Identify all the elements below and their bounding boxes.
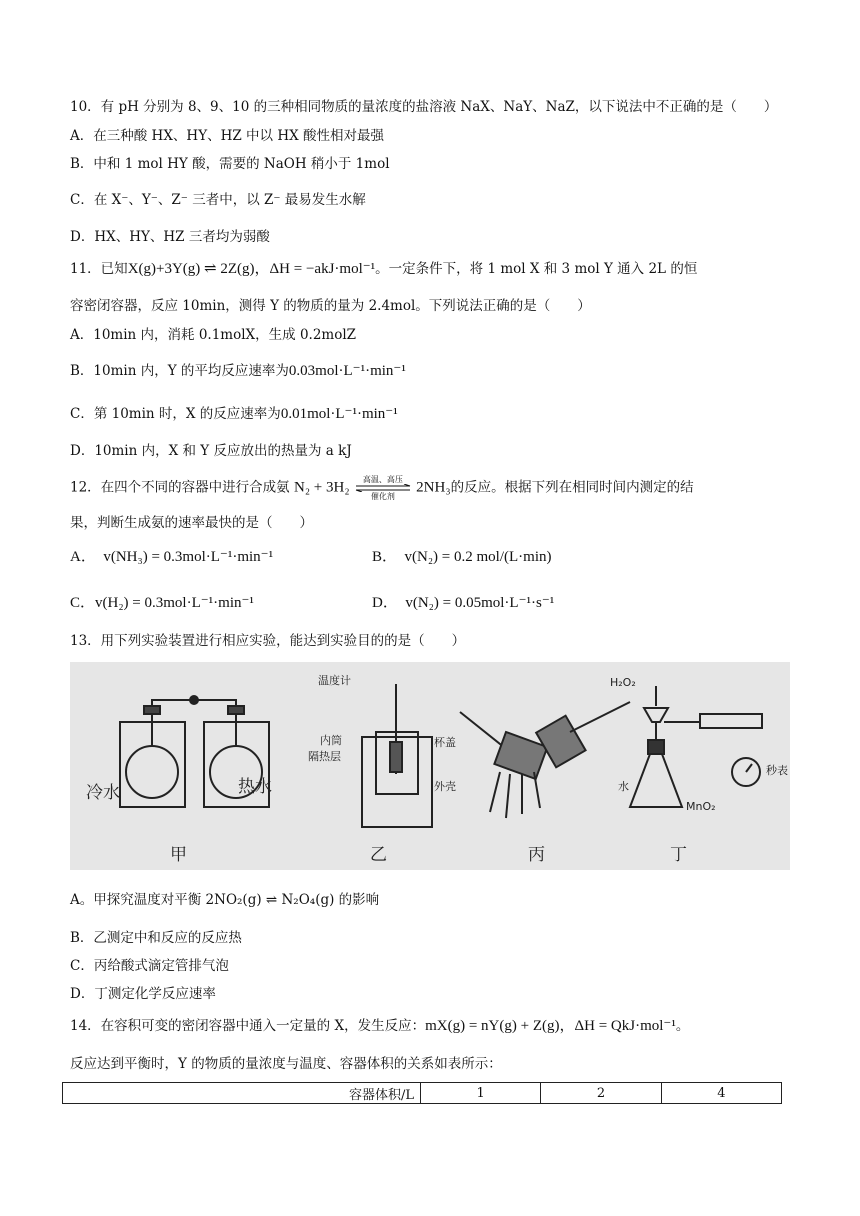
q11-option-a: A．10min 内，消耗 0.1molX，生成 0.2molZ	[70, 327, 357, 343]
q11-option-c-value: 0.01mol·L⁻¹·min⁻¹	[280, 406, 398, 422]
label-lid: 杯盖	[434, 736, 456, 749]
table-cell: 1	[421, 1083, 541, 1104]
q11-stem-pre: 11．已知	[70, 261, 128, 277]
q14-equation: mX(g) = nY(g) + Z(g)，ΔH = QkJ·mol⁻¹	[425, 1018, 676, 1034]
table-header-volume: 容器体积/L	[63, 1083, 421, 1104]
q12-stem-post: 的反应。根据下列在相同时间内测定的结	[450, 479, 694, 496]
caption-ding: 丁	[670, 845, 687, 865]
q11-stem-line1	[70, 259, 697, 279]
label-inner-cup: 内筒	[320, 734, 342, 747]
q10-stem: 10．有 pH 分别为 8、9、10 的三种相同物质的量浓度的盐溶液 NaX、NaY、NaZ，以下说法中不正确的是（ ）	[70, 99, 778, 115]
label-water: 水	[618, 780, 629, 793]
q13-option-c: C．丙给酸式滴定管排气泡	[70, 958, 229, 974]
label-stopwatch: 秒表	[766, 764, 788, 777]
q12-product: 2NH₃	[416, 479, 451, 496]
q14-stem-line1	[70, 1016, 689, 1036]
q14-data-table	[62, 1082, 782, 1104]
label-mno2: MnO₂	[686, 800, 716, 813]
q12-reactants: N₂ + 3H₂	[293, 479, 350, 496]
caption-bing: 丙	[528, 845, 545, 865]
q11-option-c	[70, 404, 398, 424]
q11-option-d: D．10min 内，X 和 Y 反应放出的热量为 a kJ	[70, 443, 352, 459]
label-shell: 外壳	[434, 780, 456, 793]
q12-option-d: D． v(N₂) = 0.05mol·L⁻¹·s⁻¹	[372, 595, 555, 611]
q11-option-b-value: 0.03mol·L⁻¹·min⁻¹	[288, 363, 406, 379]
q13-option-d: D．丁测定化学反应速率	[70, 986, 216, 1002]
table-cell: 4	[661, 1083, 781, 1104]
q13-stem: 13．用下列实验装置进行相应实验，能达到实验目的的是（ ）	[70, 633, 466, 649]
table-cell: 2	[541, 1083, 661, 1104]
q12-stem-line1	[70, 477, 694, 499]
q12-condition-below: 催化剂	[370, 492, 395, 501]
caption-yi: 乙	[370, 845, 387, 865]
label-thermometer: 温度计	[318, 674, 351, 687]
q11-stem-line2: 容密闭容器，反应 10min，测得 Y 的物质的量为 2.4mol。下列说法正确的是（ ）	[70, 298, 591, 314]
apparatus-yi	[362, 684, 432, 827]
apparatus-illustration	[70, 662, 790, 870]
q12-option-b: B． v(N₂) = 0.2 mol/(L·min)	[372, 549, 552, 565]
q14-stem-line2: 反应达到平衡时，Y 的物质的量浓度与温度、容器体积的关系如表所示：	[70, 1056, 502, 1072]
q12-reaction-arrow	[354, 477, 412, 499]
q14-stem-post: 。	[675, 1018, 690, 1034]
q11-equation: X(g)+3Y(g) ⇌ 2Z(g)，ΔH = −akJ·mol⁻¹	[127, 261, 376, 277]
label-insulation: 隔热层	[308, 750, 341, 763]
q13-apparatus-figure	[70, 662, 790, 870]
label-hot-water: 热水	[238, 777, 272, 797]
table-row	[63, 1083, 782, 1104]
q12-option-a: A． v(NH₃) = 0.3mol·L⁻¹·min⁻¹	[70, 549, 274, 565]
q12-condition-above: 高温、高压	[362, 475, 403, 484]
q10-option-d: D．HX、HY、HZ 三者均为弱酸	[70, 229, 270, 245]
q13-option-b: B．乙测定中和反应的反应热	[70, 930, 242, 946]
q13-option-a: A。甲探究温度对平衡 2NO₂(g) ⇌ N₂O₄(g) 的影响	[70, 892, 380, 908]
q11-option-b-text: B．10min 内，Y 的平均反应速率为	[70, 363, 289, 379]
label-h2o2: H₂O₂	[610, 676, 636, 689]
q12-stem-line2: 果，判断生成氨的速率最快的是（ ）	[70, 515, 313, 531]
equilibrium-arrow-icon	[354, 484, 412, 492]
caption-jia: 甲	[170, 845, 187, 865]
q11-option-b	[70, 361, 406, 381]
label-cold-water: 冷水	[86, 783, 120, 803]
q11-option-c-text: C．第 10min 时，X 的反应速率为	[70, 406, 281, 422]
q12-stem-pre: 12．在四个不同的容器中进行合成氨	[70, 479, 290, 496]
q11-stem-post: 。一定条件下，将 1 mol X 和 3 mol Y 通入 2L 的恒	[375, 261, 698, 277]
q10-option-c: C．在 X⁻、Y⁻、Z⁻ 三者中，以 Z⁻ 最易发生水解	[70, 192, 366, 208]
apparatus-ding	[630, 686, 762, 807]
q14-stem-pre: 14．在容积可变的密闭容器中通入一定量的 X，发生反应：	[70, 1018, 426, 1034]
q10-option-a: A．在三种酸 HX、HY、HZ 中以 HX 酸性相对最强	[70, 128, 385, 144]
apparatus-bing	[460, 702, 630, 818]
q10-option-b: B．中和 1 mol HY 酸，需要的 NaOH 稍小于 1mol	[70, 156, 390, 172]
q12-option-c: C．v(H₂) = 0.3mol·L⁻¹·min⁻¹	[70, 595, 254, 611]
